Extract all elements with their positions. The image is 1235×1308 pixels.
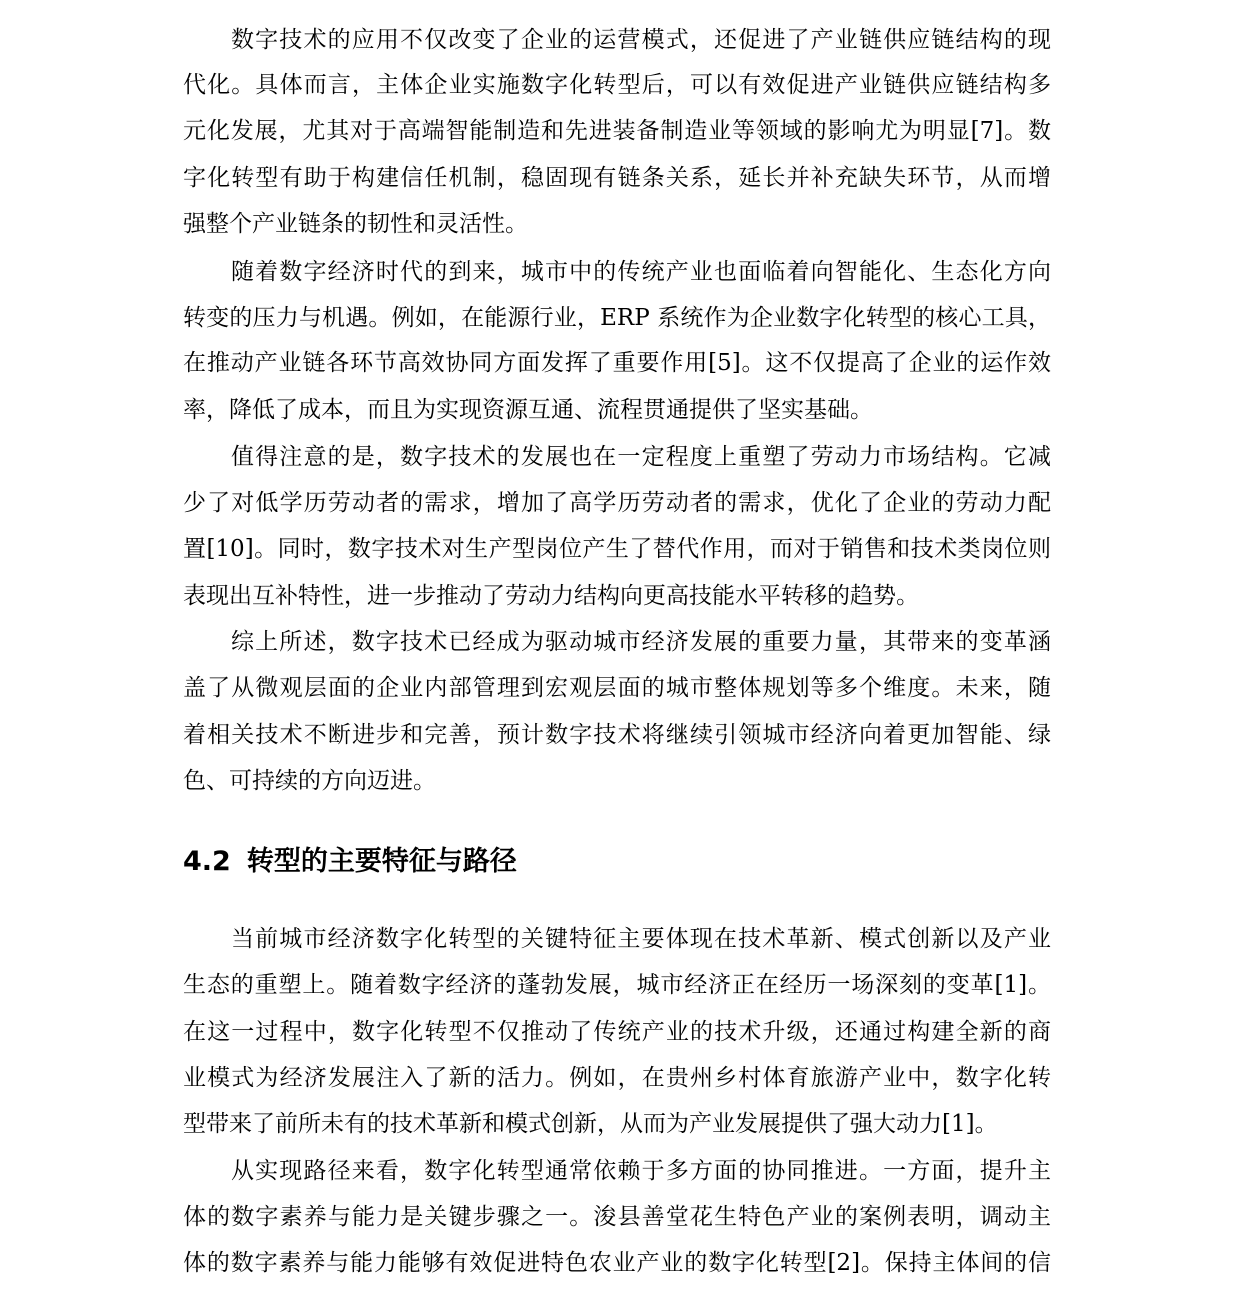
text-line: 数字技术的应用不仅改变了企业的运营模式，还促进了产业链供应链结构的现 (231, 27, 1051, 53)
text-line: 业模式为经济发展注入了新的活力。例如，在贵州乡村体育旅游产业中，数字化转 (183, 1065, 1051, 1091)
section-number: 4.2 (183, 846, 231, 877)
text-line: 盖了从微观层面的企业内部管理到宏观层面的城市整体规划等多个维度。未来，随 (183, 675, 1051, 701)
text-line: 着相关技术不断进步和完善，预计数字技术将继续引领城市经济向着更加智能、绿 (183, 722, 1051, 748)
text-line: 综上所述，数字技术已经成为驱动城市经济发展的重要力量，其带来的变革涵 (231, 629, 1051, 655)
text-line: 随着数字经济时代的到来，城市中的传统产业也面临着向智能化、生态化方向 (231, 259, 1051, 285)
text-line: 置[10]。同时，数字技术对生产型岗位产生了替代作用，而对于销售和技术类岗位则 (183, 536, 1051, 562)
section-title: 转型的主要特征与路径 (246, 846, 517, 877)
text-line: 值得注意的是，数字技术的发展也在一定程度上重塑了劳动力市场结构。它减 (231, 444, 1051, 470)
text-line: 当前城市经济数字化转型的关键特征主要体现在技术革新、模式创新以及产业 (231, 926, 1051, 952)
text-line: 字化转型有助于构建信任机制，稳固现有链条关系，延长并补充缺失环节，从而增 (183, 165, 1051, 191)
section-heading (183, 840, 517, 884)
text-line: 在这一过程中，数字化转型不仅推动了传统产业的技术升级，还通过构建全新的商 (183, 1019, 1051, 1045)
text-line: 强整个产业链条的韧性和灵活性。 (183, 211, 528, 237)
text-line: 体的数字素养与能力能够有效促进特色农业产业的数字化转型[2]。保持主体间的信 (183, 1250, 1051, 1276)
text-line: 代化。具体而言，主体企业实施数字化转型后，可以有效促进产业链供应链结构多 (183, 72, 1051, 98)
text-line: 型带来了前所未有的技术革新和模式创新，从而为产业发展提供了强大动力[1]。 (183, 1111, 998, 1137)
text-line: 元化发展，尤其对于高端智能制造和先进装备制造业等领域的影响尤为明显[7]。数 (183, 118, 1051, 144)
text-line: 表现出互补特性，进一步推动了劳动力结构向更高技能水平转移的趋势。 (183, 583, 919, 609)
text-line: 生态的重塑上。随着数字经济的蓬勃发展，城市经济正在经历一场深刻的变革[1]。 (183, 972, 1051, 998)
text-line: 体的数字素养与能力是关键步骤之一。浚县善堂花生特色产业的案例表明，调动主 (183, 1204, 1051, 1230)
text-line: 在推动产业链各环节高效协同方面发挥了重要作用[5]。这不仅提高了企业的运作效 (183, 350, 1051, 376)
text-line: 率，降低了成本，而且为实现资源互通、流程贯通提供了坚实基础。 (183, 397, 873, 423)
text-line: 从实现路径来看，数字化转型通常依赖于多方面的协同推进。一方面，提升主 (231, 1158, 1051, 1184)
text-line: 色、可持续的方向迈进。 (183, 768, 436, 794)
text-line: 少了对低学历劳动者的需求，增加了高学历劳动者的需求，优化了企业的劳动力配 (183, 490, 1051, 516)
text-line: 转变的压力与机遇。例如，在能源行业，ERP 系统作为企业数字化转型的核心工具， (183, 305, 1051, 331)
